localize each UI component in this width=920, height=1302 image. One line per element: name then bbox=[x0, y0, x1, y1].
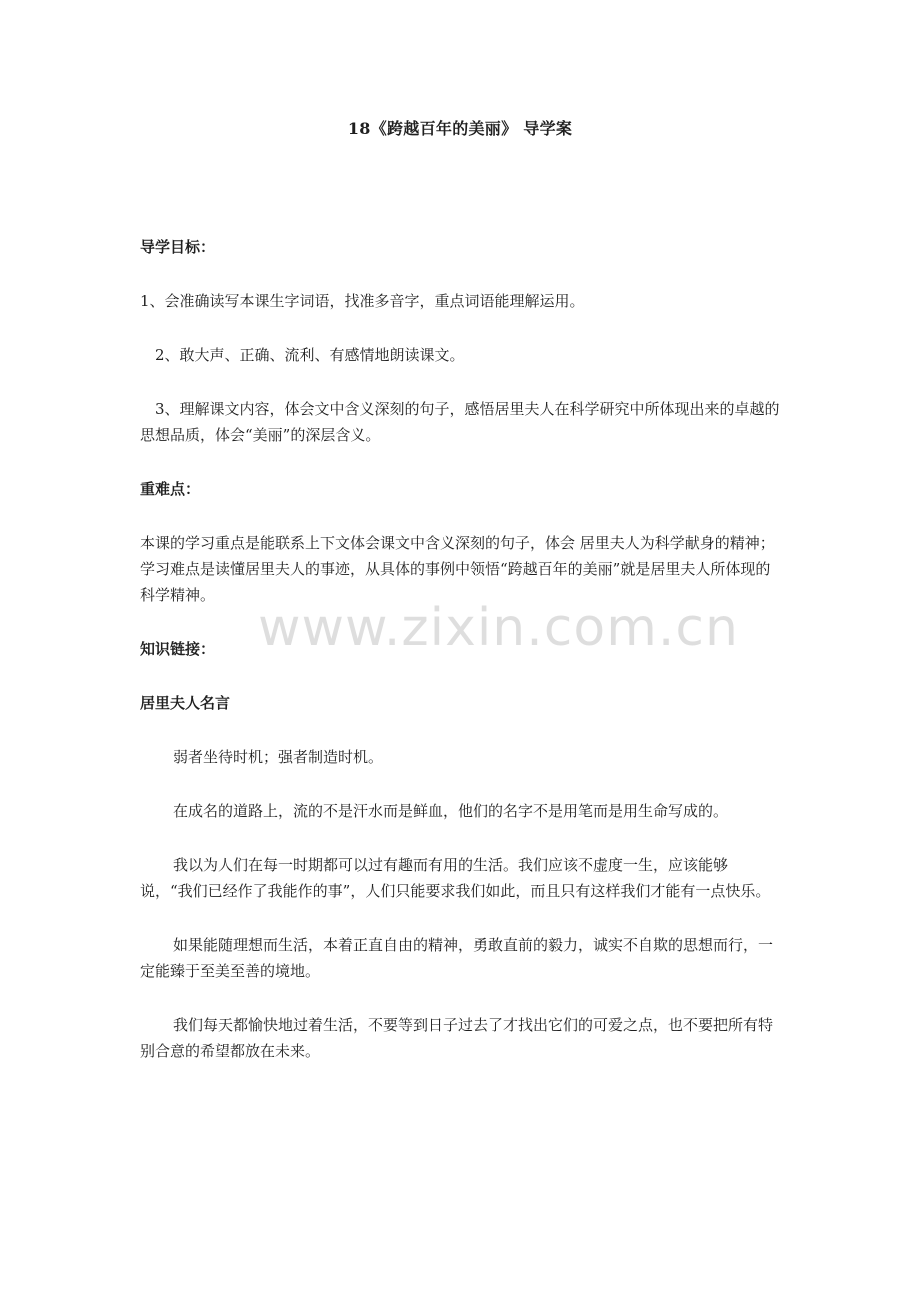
goal-item-1: 1、会准确读写本课生字词语，找准多音字，重点词语能理解运用。 bbox=[140, 292, 585, 310]
document-body bbox=[140, 234, 780, 1064]
quote-3: 我以为人们在每一时期都可以过有趣而有用的生活。我们应该不虚度一生，应该能够说，“我们已经作了我能作的事”，人们只能要求我们如此，而且只有这样我们才能有一点快乐。 bbox=[140, 856, 771, 900]
quote-4: 如果能随理想而生活，本着正直自由的精神，勇敢直前的毅力，诚实不自欺的思想而行，一定能臻于至美至善的境地。 bbox=[140, 936, 774, 980]
quote-1: 弱者坐待时机；强者制造时机。 bbox=[173, 748, 384, 766]
document-title: 18《跨越百年的美丽》 导学案 bbox=[347, 119, 573, 138]
goal-item-2: 2、敢大声、正确、流利、有感情地朗读课文。 bbox=[155, 346, 465, 364]
goals-heading: 导学目标： bbox=[140, 238, 216, 256]
knowledge-link-heading: 知识链接： bbox=[140, 640, 216, 658]
watermark: www.zixin.com.cn bbox=[258, 598, 739, 658]
key-points-text: 本课的学习重点是能联系上下文体会课文中含义深刻的句子，体会 居里夫人为科学献身的精神；学习难点是读懂居里夫人的事迹，从具体的事例中领悟“跨越百年的美丽”就是居里夫人所体现的科学精神。 bbox=[140, 534, 775, 604]
quotes-subheading: 居里夫人名言 bbox=[140, 694, 231, 712]
quote-2: 在成名的道路上，流的不是汗水而是鲜血，他们的名字不是用笔而是用生命写成的。 bbox=[173, 802, 729, 820]
key-points-heading: 重难点： bbox=[140, 480, 201, 498]
quote-5: 我们每天都愉快地过着生活，不要等到日子过去了才找出它们的可爱之点，也不要把所有特别合意的希望都放在未来。 bbox=[140, 1016, 774, 1060]
goal-item-3: 3、理解课文内容，体会文中含义深刻的句子，感悟居里夫人在科学研究中所体现出来的卓越的思想品质，体会“美丽”的深层含义。 bbox=[140, 400, 780, 444]
